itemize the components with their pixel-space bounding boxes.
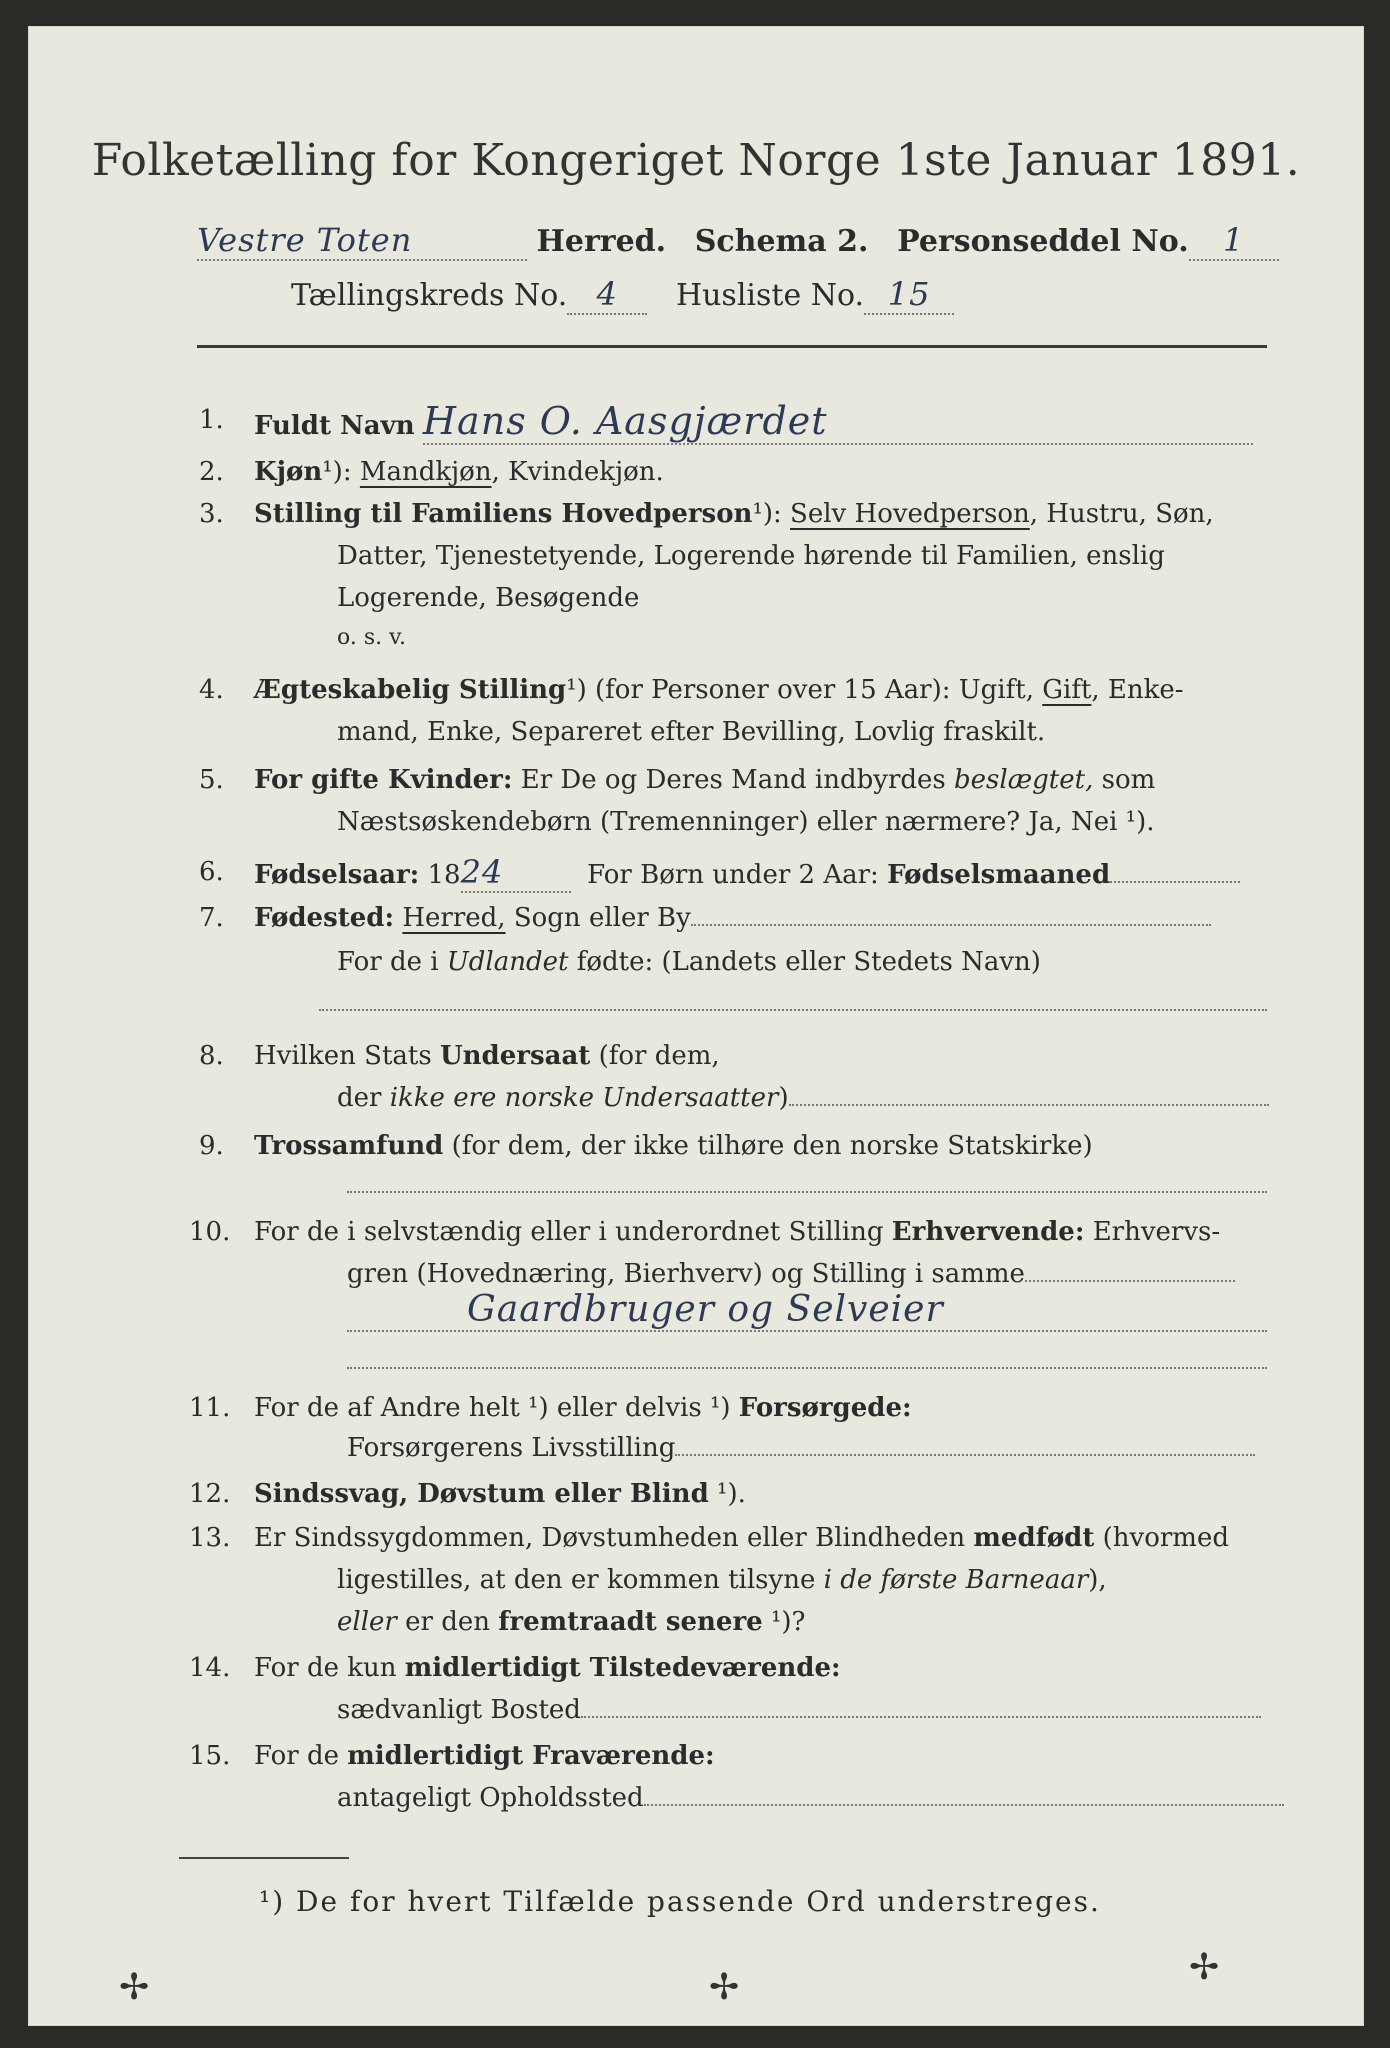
q10-line2-field xyxy=(1025,1280,1235,1282)
q12-number: 12. xyxy=(189,1479,231,1509)
q10-line2 xyxy=(347,1259,1235,1289)
q14-bold: midlertidigt Tilstedeværende: xyxy=(404,1653,841,1683)
q1-number: 1. xyxy=(199,405,224,435)
q10-line1 xyxy=(254,1217,1220,1247)
q8-line2 xyxy=(337,1083,1269,1113)
q12-bold: Sindssvag, Døvstum eller Blind xyxy=(254,1479,709,1509)
q3-number: 3. xyxy=(199,499,224,529)
q7-line2 xyxy=(337,947,1041,977)
q2-number: 2. xyxy=(199,457,224,487)
q15-number: 15. xyxy=(189,1741,231,1771)
q4-line1 xyxy=(254,675,1184,705)
q7-answer-line xyxy=(319,985,1267,1018)
q7-number: 7. xyxy=(199,903,224,933)
q11-line2-text: Forsørgerens Livsstilling xyxy=(347,1433,676,1463)
q2-label: Kjøn xyxy=(254,457,323,487)
q11-bold: Forsørgede: xyxy=(738,1393,912,1423)
q14-number: 14. xyxy=(189,1653,231,1683)
q7-rest: Sogn eller By xyxy=(505,903,691,933)
q5-number: 5. xyxy=(199,765,224,795)
q3-sup: ¹): xyxy=(752,499,791,529)
q15-bold: midlertidigt Fraværende: xyxy=(347,1741,715,1771)
q3-line3: Logerende, Besøgende xyxy=(337,583,640,613)
q5-label: For gifte Kvinder: xyxy=(254,765,513,795)
corner-mark-left: ✢ xyxy=(119,1967,150,2008)
q15-field xyxy=(644,1804,1284,1806)
q7-line2-b: fødte: (Landets eller Stedets Navn) xyxy=(568,947,1041,977)
corner-mark-center: ✢ xyxy=(709,1967,740,2008)
q5-line2: Næstsøskendebørn (Tremenninger) eller nærmere? Ja, Nei ¹). xyxy=(337,807,1155,837)
q13-bold: medfødt xyxy=(973,1523,1095,1553)
footnote-rule xyxy=(179,1857,349,1859)
q13-line3-italic: eller xyxy=(337,1607,397,1637)
q11-field xyxy=(675,1454,1255,1456)
q10-bold: Erhvervende: xyxy=(891,1217,1085,1247)
q8-line2-a: der xyxy=(337,1083,390,1113)
q14-line2-text: sædvanligt Bosted xyxy=(337,1695,581,1725)
kreds-label: Tællingskreds No. xyxy=(291,278,568,313)
q10-answer: Gaardbruger og Selveier xyxy=(347,1289,1267,1332)
q3-line1-rest: , Hustru, Søn, xyxy=(1029,499,1214,529)
q13-line2-italic: i de første Barneaar xyxy=(823,1565,1089,1595)
husliste-number: 15 xyxy=(864,275,954,315)
personseddel-label: Personseddel No. xyxy=(897,224,1189,259)
q6-month-label: Fødselsmaaned xyxy=(887,860,1111,890)
q13-line2 xyxy=(337,1565,1107,1595)
q8-line1-a: Hvilken Stats xyxy=(254,1041,440,1071)
q13-line3-a: er den xyxy=(396,1607,499,1637)
q10-answer-line xyxy=(347,1289,1267,1332)
q13-number: 13. xyxy=(189,1523,231,1553)
q11-line1 xyxy=(254,1393,912,1423)
q11-line1-a: For de af Andre helt ¹) eller delvis ¹) xyxy=(254,1393,739,1423)
q13-line1-b: (hvormed xyxy=(1094,1523,1229,1553)
q12-line xyxy=(254,1479,746,1509)
q8-bold: Undersaat xyxy=(439,1041,591,1071)
q11-number: 11. xyxy=(189,1393,231,1423)
q6-month-field xyxy=(1110,881,1240,883)
kreds-line xyxy=(291,275,954,315)
q4-number: 4. xyxy=(199,675,224,705)
q13-line3-b: ¹)? xyxy=(762,1607,806,1637)
q9-label: Trossamfund xyxy=(254,1131,444,1161)
q15-line2 xyxy=(337,1783,1284,1813)
q13-line2-a: ligestilles, at den er kommen tilsyne xyxy=(337,1565,824,1595)
q6-year-prefix: 18 xyxy=(419,860,461,890)
q3-line4: o. s. v. xyxy=(337,625,406,650)
census-form-page xyxy=(28,26,1364,2026)
q3-line2: Datter, Tjenestetyende, Logerende hørende til Familien, enslig xyxy=(337,541,1165,571)
q9-rest: (for dem, der ikke tilhøre den norske Statskirke) xyxy=(443,1131,1093,1161)
q3-label: Stilling til Familiens Hovedperson xyxy=(254,499,753,529)
q7-answer-field xyxy=(319,985,1267,1011)
q14-line2 xyxy=(337,1695,1261,1725)
q10-extra-field xyxy=(347,1343,1267,1369)
q10-extra-line xyxy=(347,1343,1267,1376)
q8-field xyxy=(789,1104,1269,1106)
q3-selected-option: Selv Hovedperson xyxy=(790,499,1030,529)
q4-line1-text: ¹) (for Personer over 15 Aar): Ugift, xyxy=(566,675,1043,705)
q13-line2-b: ), xyxy=(1088,1565,1107,1595)
q6-label: Fødselsaar: xyxy=(254,860,420,890)
q5-line1-text: Er De og Deres Mand indbyrdes xyxy=(512,765,955,795)
q3-line1 xyxy=(254,499,1214,529)
q15-line1-a: For de xyxy=(254,1741,348,1771)
q13-line1-a: Er Sindssygdommen, Døvstumheden eller Blindheden xyxy=(254,1523,974,1553)
q9-answer-line xyxy=(347,1167,1267,1200)
q7-line2-italic: Udlandet xyxy=(446,947,569,977)
husliste-label: Husliste No. xyxy=(675,278,865,313)
q2-sup: ¹): xyxy=(322,457,360,487)
q13-line3 xyxy=(337,1607,805,1637)
q5-italic: beslægtet, xyxy=(954,765,1094,795)
personseddel-number: 1 xyxy=(1189,221,1279,261)
herred-label: Herred. xyxy=(536,224,667,259)
q10-line2-text: gren (Hovednæring, Bierhverv) og Stilling i samme xyxy=(347,1259,1025,1289)
q13-line3-bold: fremtraadt senere xyxy=(498,1607,763,1637)
q2-rest: , Kvindekjøn. xyxy=(491,457,664,487)
q1-answer: Hans O. Aasgjærdet xyxy=(423,399,1253,445)
q10-line1-a: For de i selvstændig eller i underordnet Stilling xyxy=(254,1217,892,1247)
q9-line xyxy=(254,1131,1093,1161)
q8-line1 xyxy=(254,1041,720,1071)
schema-label: Schema 2. xyxy=(694,224,869,259)
q6-line xyxy=(254,853,1240,893)
herred-handwritten: Vestre Toten xyxy=(197,221,527,261)
q9-answer-field xyxy=(347,1167,1267,1193)
q11-line2 xyxy=(347,1433,1255,1463)
q14-field xyxy=(581,1716,1261,1718)
herred-line xyxy=(197,221,1279,261)
q6-year-handwritten: 24 xyxy=(461,853,571,893)
q7-field xyxy=(691,924,1211,926)
q7-line1 xyxy=(254,903,1211,933)
q4-selected-option: Gift xyxy=(1042,675,1092,705)
q2-line xyxy=(254,457,664,487)
q5-line1 xyxy=(254,765,1155,795)
q15-line2-text: antageligt Opholdssted xyxy=(337,1783,644,1813)
form-title: Folketælling for Kongeriget Norge 1ste Januar 1891. xyxy=(91,135,1301,186)
header-rule xyxy=(197,345,1267,348)
q4-line1-rest: , Enke- xyxy=(1091,675,1184,705)
q14-line1 xyxy=(254,1653,841,1683)
kreds-number: 4 xyxy=(567,275,647,315)
footnote: ¹) De for hvert Tilfælde passende Ord understreges. xyxy=(259,1885,1101,1918)
q4-label: Ægteskabelig Stilling xyxy=(254,675,567,705)
q4-line2: mand, Enke, Separeret efter Bevilling, Lovlig fraskilt. xyxy=(337,717,1046,747)
q8-line1-b: (for dem, xyxy=(590,1041,720,1071)
q7-label: Fødested: xyxy=(254,903,395,933)
q15-line1 xyxy=(254,1741,715,1771)
q10-line1-b: Erhvervs- xyxy=(1084,1217,1221,1247)
q8-number: 8. xyxy=(199,1041,224,1071)
q14-line1-a: For de kun xyxy=(254,1653,405,1683)
q1-line xyxy=(254,399,1253,445)
q7-selected-option: Herred, xyxy=(402,903,506,933)
q13-line1 xyxy=(254,1523,1229,1553)
q8-line2-b: ) xyxy=(778,1083,789,1113)
q10-number: 10. xyxy=(189,1217,231,1247)
q7-line2-a: For de i xyxy=(337,947,447,977)
q9-number: 9. xyxy=(199,1131,224,1161)
corner-mark-right: ✢ xyxy=(1189,1947,1220,1988)
q12-rest: ¹). xyxy=(708,1479,746,1509)
q1-label: Fuldt Navn xyxy=(254,411,415,441)
q8-line2-italic: ikke ere norske Undersaatter xyxy=(389,1083,779,1113)
q5-line1-rest: som xyxy=(1093,765,1156,795)
q6-mid: For Børn under 2 Aar: xyxy=(587,860,888,890)
q2-selected-option: Mandkjøn xyxy=(359,457,492,487)
q6-number: 6. xyxy=(199,857,224,887)
